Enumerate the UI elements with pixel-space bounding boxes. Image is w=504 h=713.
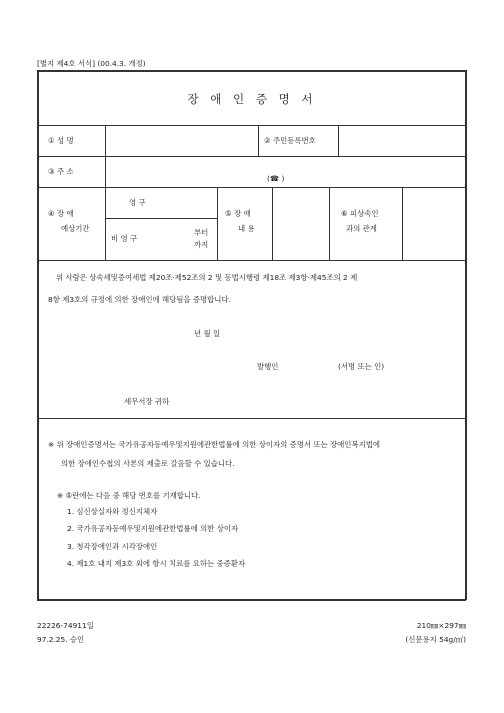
name-label: ① 성 명 [48, 136, 74, 145]
disability-period-label-1: ④ 장 애 [48, 209, 74, 218]
note-1-line-2: 의한 장애인수첩의 사본의 제출로 갈음할 수 있습니다. [61, 459, 235, 468]
disability-period-label-2: 예상기간 [61, 224, 90, 233]
resident-number-field[interactable] [340, 127, 464, 155]
form-code: 22226-74911일 [37, 621, 94, 630]
note-1-line-1: ※ 위 장애인증명서는 국가유공자등예우및지원에관한법률에 의한 상이자의 증명서 또는 장애인복지법에 [48, 440, 380, 449]
relation-label-1: ⑥ 피상속인 [341, 209, 379, 218]
note-2-header: ※ ⑤란에는 다음 중 해당 번호를 기재합니다. [57, 491, 201, 500]
non-permanent-option[interactable]: 비 영 구 [111, 234, 138, 243]
relation-field[interactable] [404, 189, 464, 259]
statement-line-1: 위 사람은 상속세및증여세법 제20조·제52조의 2 및 동법시행령 제18조 제3항·제45조의 2 제 [56, 273, 358, 282]
resident-number-label: ② 주민등록번호 [264, 136, 316, 145]
from-label: 부터 [194, 228, 209, 237]
address-field[interactable] [107, 158, 464, 186]
phone-label: (☎ ) [267, 174, 285, 183]
approval-date: 97.2.25. 승인 [37, 635, 85, 644]
list-item: 1. 심신상실자와 정신지체자 [67, 507, 158, 516]
document-title: 장 애 인 증 명 서 [187, 92, 317, 106]
list-item: 3. 청각장애인과 시각장애인 [67, 542, 158, 551]
disability-content-label-2: 내 용 [238, 224, 255, 233]
disability-content-field[interactable] [274, 189, 328, 259]
list-item: 2. 국가유공자등예우및지원에관한법률에 의한 상이자 [67, 524, 239, 533]
paper-type: (신문용지 54g/㎡) [405, 635, 466, 644]
address-label: ③ 주 소 [48, 167, 74, 176]
until-label: 까지 [194, 240, 209, 249]
issue-date: 년 월 일 [194, 329, 221, 338]
paper-size: 210㎜×297㎜ [416, 621, 466, 630]
issuer-label: 발행인 [257, 362, 279, 371]
addressee: 세무서장 귀하 [124, 397, 170, 406]
list-item: 4. 제1호 내지 제3호 외에 항시 치료를 요하는 중증환자 [67, 559, 246, 568]
disability-content-label-1: ⑤ 장 애 [225, 209, 251, 218]
permanent-option[interactable]: 영 구 [129, 198, 146, 207]
relation-label-2: 과의 관계 [346, 224, 377, 233]
form-number: [별지 제4호 서식] (00.4.3. 개정) [37, 59, 146, 68]
signature-label: (서명 또는 인) [338, 362, 385, 371]
statement-line-2: 8항 제3호의 규정에 의한 장애인에 해당됨을 증명합니다. [48, 295, 231, 304]
name-field[interactable] [107, 127, 257, 155]
